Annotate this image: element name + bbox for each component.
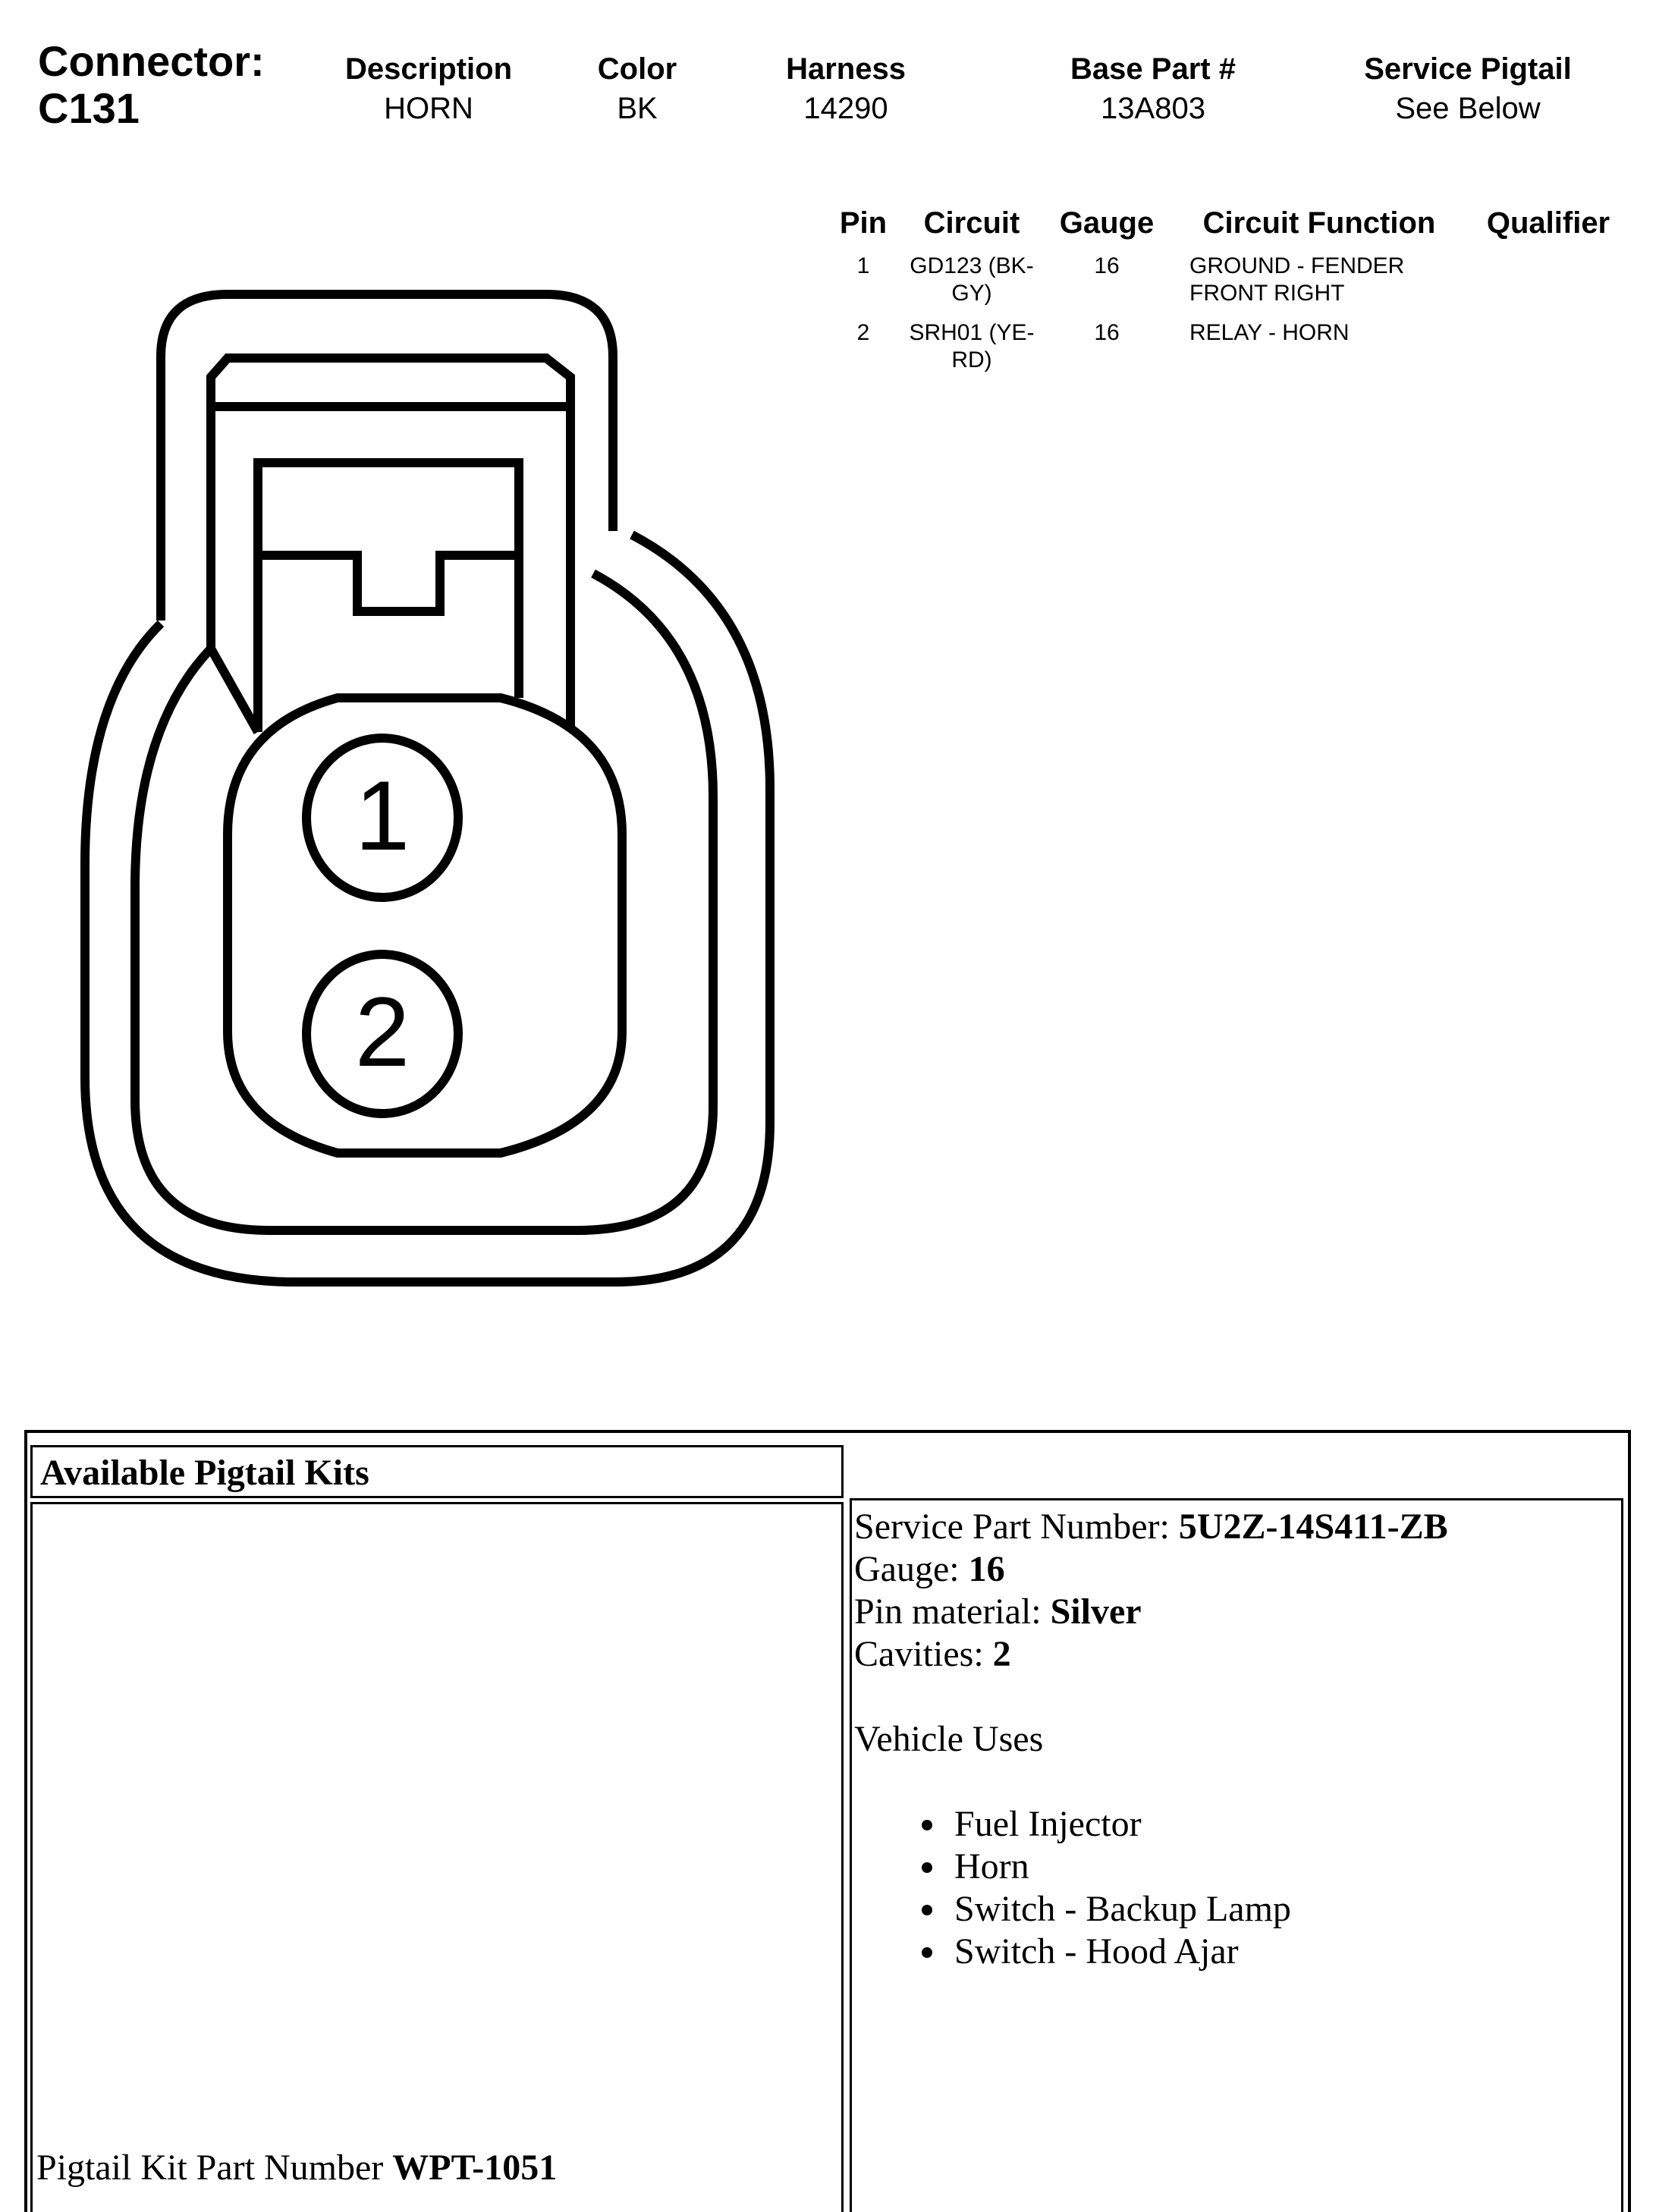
pin-2-label: 2 xyxy=(354,976,410,1087)
summary-value: 13A803 xyxy=(1101,92,1205,125)
pin-material-value: Silver xyxy=(1050,1591,1142,1632)
list-item: • Switch - Backup Lamp xyxy=(948,1888,1448,1931)
summary-value: 14290 xyxy=(803,92,888,125)
service-part-value: 5U2Z-14S411-ZB xyxy=(1178,1507,1448,1547)
list-item: • Switch - Hood Ajar xyxy=(948,1931,1448,1973)
summary-value: See Below xyxy=(1395,92,1541,125)
circuit-function: GROUND - FENDER FRONT RIGHT xyxy=(1189,253,1405,306)
pin-cavity xyxy=(228,698,622,1153)
col-qualifier-header: Qualifier xyxy=(1486,206,1610,240)
cavities-label: Cavities: xyxy=(854,1634,993,1674)
summary-description xyxy=(326,50,531,129)
pigtail-image-cell xyxy=(30,1502,844,2212)
list-item: • Horn xyxy=(948,1846,1448,1888)
qualifier xyxy=(1469,250,1628,316)
table-row xyxy=(827,250,1628,316)
col-pin-header: Pin xyxy=(839,206,888,240)
pigtail-kit-part-number xyxy=(36,2147,557,2188)
kit-label: Pigtail Kit Part Number xyxy=(36,2148,393,2188)
summary-base-part xyxy=(1047,50,1259,129)
circuit-function: RELAY - HORN xyxy=(1189,320,1350,345)
list-item: • Fuel Injector xyxy=(948,1803,1448,1846)
gauge-value: 16 xyxy=(968,1549,1005,1589)
kit-number: WPT-1051 xyxy=(392,2148,558,2188)
connector-latch-tab xyxy=(258,463,519,732)
cavities-line xyxy=(854,1633,1448,1676)
connector-label: Connector: xyxy=(38,37,265,85)
summary-value: HORN xyxy=(384,92,473,125)
summary-header: Base Part # xyxy=(1070,52,1236,86)
col-gauge-header: Gauge xyxy=(1059,206,1155,240)
summary-header: Service Pigtail xyxy=(1364,52,1572,86)
connector-diagonal xyxy=(211,649,258,732)
summary-service-pigtail xyxy=(1328,50,1608,129)
gauge: 16 xyxy=(1094,320,1120,345)
vehicle-uses-list xyxy=(854,1803,1448,1973)
summary-header: Harness xyxy=(786,52,906,86)
circuit: GD123 (BK-GY) xyxy=(910,253,1034,306)
pigtail-section-title: Available Pigtail Kits xyxy=(30,1445,844,1498)
qualifier xyxy=(1469,316,1628,383)
pin-1-label: 1 xyxy=(354,760,410,871)
vehicle-uses-title: Vehicle Uses xyxy=(854,1719,1044,1759)
pin-material-label: Pin material: xyxy=(854,1591,1051,1632)
circuit: SRH01 (YE-RD) xyxy=(909,320,1035,372)
gauge-label: Gauge: xyxy=(854,1549,969,1589)
cavities-value: 2 xyxy=(992,1634,1011,1674)
pin-number: 1 xyxy=(856,253,870,278)
connector-id: C131 xyxy=(38,84,140,132)
pin-material-line xyxy=(854,1591,1448,1633)
connector-face-diagram xyxy=(46,273,789,1320)
summary-color xyxy=(577,50,698,129)
summary-header: Color xyxy=(597,52,677,86)
service-part-label: Service Part Number: xyxy=(854,1507,1179,1547)
summary-header: Description xyxy=(344,52,513,86)
pin-table xyxy=(827,206,1628,383)
connector-outer-body xyxy=(85,535,770,1282)
connector-heading xyxy=(38,38,265,132)
table-row xyxy=(827,316,1628,383)
pin-number: 2 xyxy=(856,320,870,345)
service-part-line xyxy=(854,1506,1448,1548)
summary-value: BK xyxy=(617,92,658,125)
gauge-line xyxy=(854,1548,1448,1591)
col-circuit-header: Circuit xyxy=(923,206,1020,240)
summary-harness xyxy=(759,50,933,129)
col-function-header: Circuit Function xyxy=(1202,206,1436,240)
pigtail-specs xyxy=(854,1506,1448,1973)
pin-table-header-row xyxy=(827,206,1628,250)
connector-latch-notch xyxy=(258,555,519,611)
connector-outer-shell xyxy=(161,294,613,621)
gauge: 16 xyxy=(1094,253,1120,278)
